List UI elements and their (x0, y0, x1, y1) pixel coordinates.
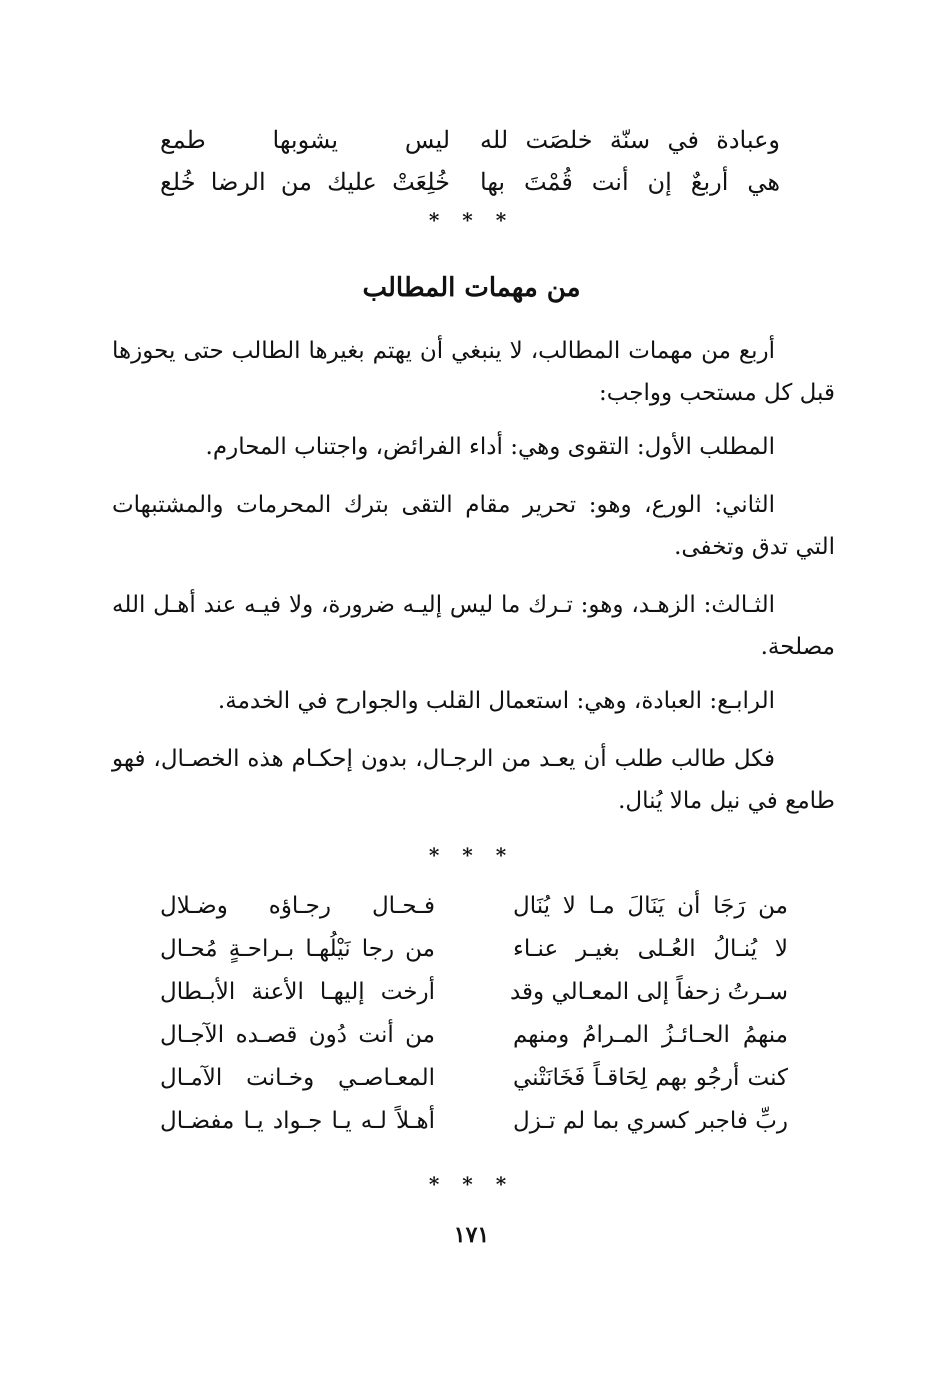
poem-hemistich-right: منهمُ الحـائـزُ المـرامُ ومنهم (513, 1022, 788, 1048)
poem-hemistich-right: سـرتُ زحفاً إلى المعـالي وقد (509, 979, 788, 1005)
section-separator: * * * (428, 1172, 515, 1196)
verse-hemistich-left: خُلِعَتْ عليك من الرضا خُلع (160, 168, 450, 196)
section-heading: من مهمات المطالب (362, 273, 581, 303)
page-number: ١٧١ (453, 1222, 490, 1248)
verse-hemistich-right: هي أربعٌ إن أنت قُمْتَ بها (480, 168, 780, 196)
paragraph-second-requirement: الثاني: الورع، وهو: تحرير مقام التقى بترك المحرمات والمشتبهات التي تدق وتخفى. (112, 492, 835, 560)
poem-line-6 (160, 1108, 788, 1151)
section-separator: * * * (428, 208, 515, 232)
paragraph-conclusion: فكل طالب طلب أن يعـد من الرجـال، بدون إحكـام هذه الخصـال، فهو طامع في نيل مالا يُنال. (112, 746, 835, 814)
section-separator: * * * (428, 843, 515, 867)
poem-hemistich-left: المعـاصـي وخـانت الآمـال (160, 1065, 435, 1091)
poem-line-2 (160, 936, 788, 979)
poem-hemistich-right: لا يُنـالُ العُـلى بغيـر عنـاء (513, 936, 788, 962)
verse-hemistich-right: وعبادة في سنّة خلصَت لله (480, 126, 780, 154)
poem-line-4 (160, 1022, 788, 1065)
poem-line-1 (160, 893, 788, 936)
poem-hemistich-left: أهـلاً لـه يـا جـواد يـا مفضـال (160, 1108, 435, 1134)
paragraph-first-requirement: المطلب الأول: التقوى وهي: أداء الفرائض، واجتناب المحارم. (205, 434, 775, 460)
poem-line-5 (160, 1065, 788, 1108)
poem-line-3 (160, 979, 788, 1022)
poem-hemistich-right: كنت أرجُو بهم لِحَاقـاً فَخَانَتْني (513, 1065, 788, 1091)
paragraph-intro: أربع من مهمات المطالب، لا ينبغي أن يهتم بغيرها الطالب حتى يحوزها قبل كل مستحب وواجب: (112, 338, 835, 406)
paragraph-fourth-requirement: الرابـع: العبادة، وهي: استعمال القلب والجوارح في الخدمة. (217, 688, 775, 714)
poem-hemistich-left: من رجا نَيْلُهـا بـراحـةٍ مُحـال (160, 936, 435, 962)
poem-hemistich-right: من رَجَا أن يَنَالَ مـا لا يُنَال (513, 893, 788, 919)
poem-hemistich-right: ربِّ فاجبر كسري بما لم تـزل (513, 1108, 788, 1134)
poem-hemistich-left: أرخت إليهـا الأعنة الأبـطال (160, 979, 435, 1005)
verse-hemistich-left: ليس يشوبها طمع (160, 126, 450, 154)
poem (160, 893, 788, 1151)
paragraph-third-requirement: الثـالث: الزهـد، وهو: تـرك ما ليس إليـه ضرورة، ولا فيـه عند أهـل الله مصلحة. (112, 592, 835, 660)
poem-hemistich-left: من أنت دُون قصـده الآجـال (160, 1022, 435, 1048)
poem-hemistich-left: فـحـال رجـاؤه وضـلال (160, 893, 435, 919)
